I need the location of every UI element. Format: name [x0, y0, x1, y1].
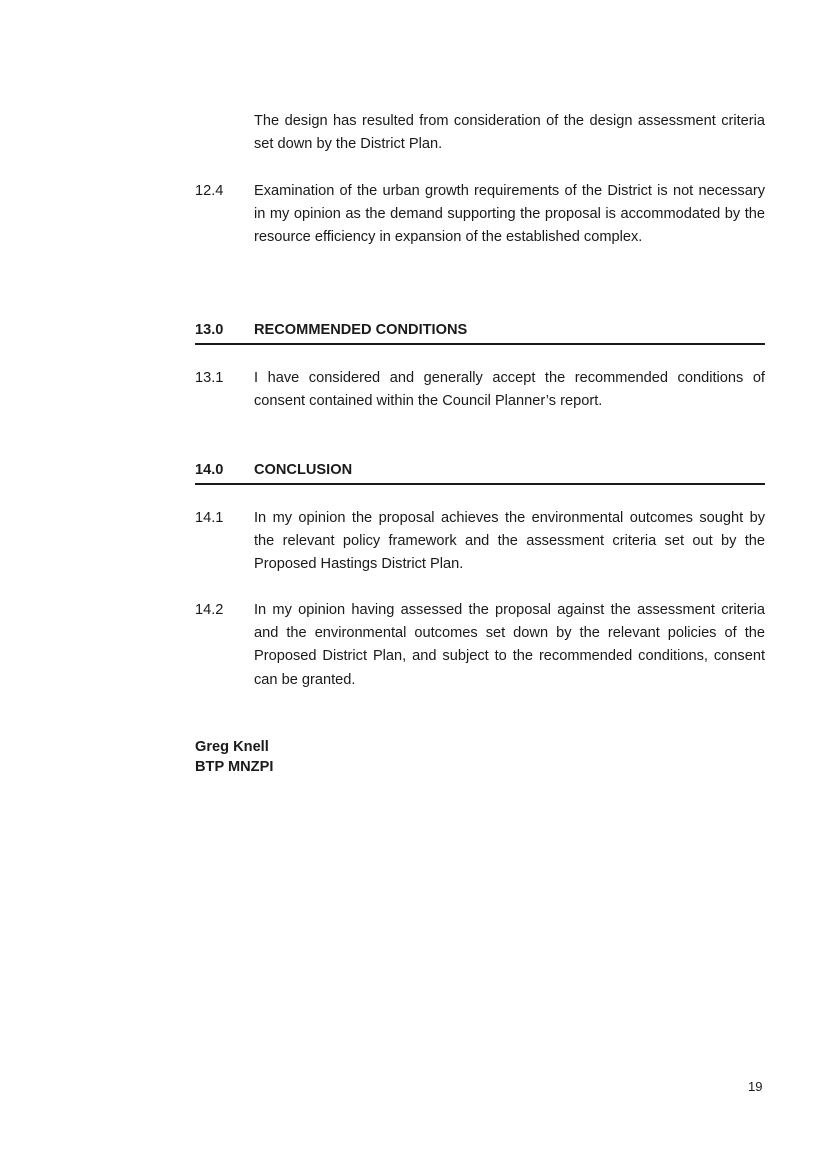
- paragraph-number: 14.2: [195, 602, 224, 618]
- paragraph-number: 13.1: [195, 370, 224, 386]
- paragraph-number: 12.4: [195, 183, 224, 199]
- paragraph-14-2: [195, 599, 765, 692]
- section-number: 13.0: [195, 322, 224, 338]
- paragraph-12-4: [195, 180, 765, 250]
- paragraph-text: The design has resulted from consideration of the design assessment criteria set down by the District Plan.: [254, 113, 765, 153]
- paragraph-14-1: [195, 507, 765, 577]
- section-title: RECOMMENDED CONDITIONS: [254, 322, 468, 338]
- section-heading-14: [195, 460, 765, 485]
- signatory-credentials: BTP MNZPI: [195, 759, 274, 775]
- paragraph-text: I have considered and generally accept the recommended conditions of consent contained within the Council Planner’s report.: [254, 370, 765, 410]
- signatory-name: Greg Knell: [195, 739, 269, 755]
- signature-block: [195, 737, 273, 777]
- paragraph-12-3-continued: [195, 110, 765, 156]
- section-heading-13: [195, 320, 765, 345]
- paragraph-13-1: [195, 367, 765, 413]
- section-title: CONCLUSION: [254, 462, 353, 478]
- paragraph-text: In my opinion the proposal achieves the environmental outcomes sought by the relevant policy framework and the assessment criteria set out by the Proposed Hastings District Plan.: [254, 510, 765, 573]
- paragraph-text: Examination of the urban growth requirements of the District is not necessary in my opinion as the demand supporting the proposal is accommodated by the resource efficiency in expansion of the established complex.: [254, 183, 765, 246]
- section-number: 14.0: [195, 462, 224, 478]
- paragraph-number: 14.1: [195, 510, 224, 526]
- paragraph-text: In my opinion having assessed the proposal against the assessment criteria and the environmental outcomes set down by the relevant policies of the Proposed District Plan, and subject to the recommended conditions, consent can be granted.: [254, 602, 765, 688]
- page-number: 19: [748, 1079, 763, 1094]
